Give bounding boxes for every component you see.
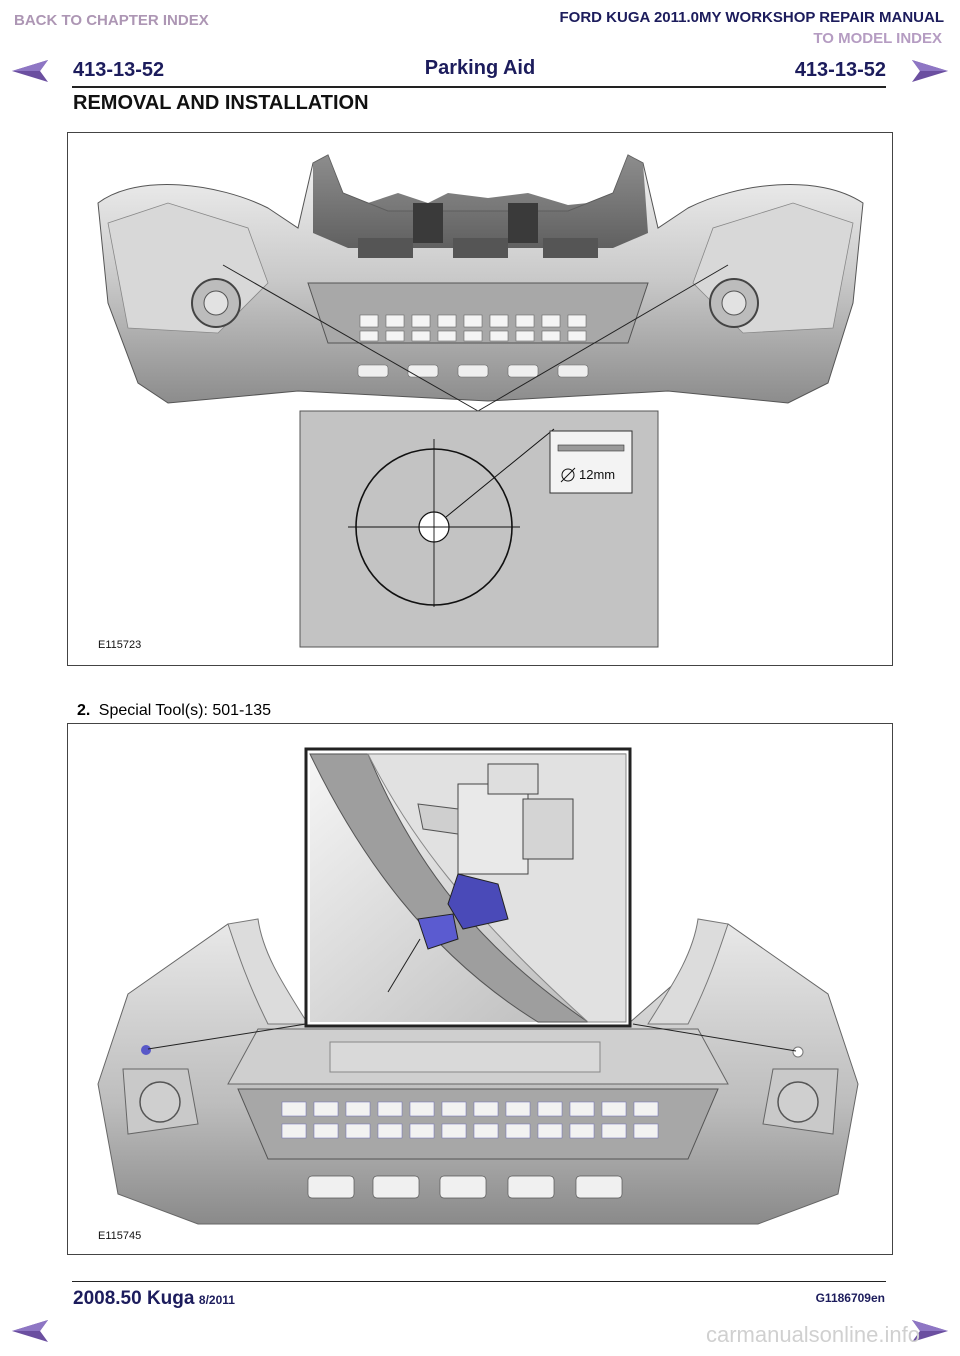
page-title: Parking Aid (424, 57, 536, 79)
header-rule (72, 86, 886, 88)
figure-id: E115723 (98, 639, 142, 651)
figure-id: E115745 (98, 1230, 142, 1242)
figure-bumper-drilling (67, 132, 893, 666)
procedure-step (77, 702, 271, 720)
figure-sensor-removal (67, 723, 893, 1255)
drill-size-label: 12mm (579, 467, 616, 482)
page-number-right: 413-13-52 (794, 59, 886, 81)
watermark: carmanualsonline.info (705, 1322, 920, 1347)
footer-rule (72, 1281, 886, 1282)
bumper-rear-view-illustration (68, 133, 892, 665)
section-heading: REMOVAL AND INSTALLATION (73, 92, 369, 114)
bumper-front-view-illustration (68, 724, 892, 1254)
to-model-index-link[interactable]: TO MODEL INDEX (813, 30, 942, 47)
step-number: 2. (77, 702, 91, 719)
footer-model-name: 2008.50 Kuga (73, 1288, 195, 1309)
footer-code: G1186709en (815, 1291, 885, 1305)
page-number-left: 413-13-52 (73, 59, 165, 81)
footer-date: 8/2011 (198, 1293, 235, 1307)
arrow-left-icon[interactable] (10, 1318, 50, 1344)
step-text: Special Tool(s): 501-135 (98, 702, 272, 719)
footer-model (73, 1288, 235, 1310)
manual-title: FORD KUGA 2011.0MY WORKSHOP REPAIR MANUAL (559, 9, 944, 26)
back-to-chapter-index-link[interactable]: BACK TO CHAPTER INDEX (14, 12, 209, 29)
